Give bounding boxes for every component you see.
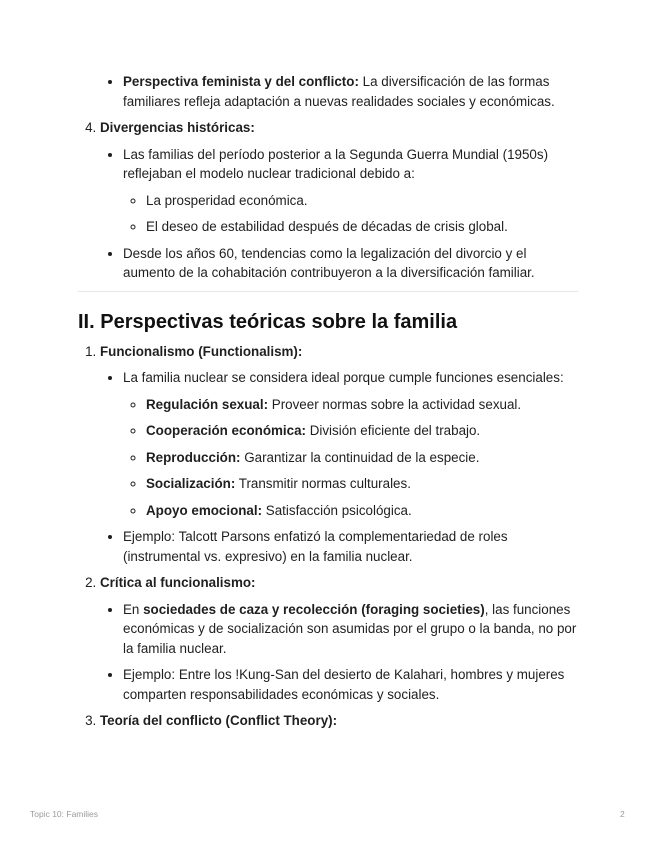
function-text: Garantizar la continuidad de la especie. [240,449,480,465]
sub-list-item: ◦ El deseo de estabilidad después de décadas de crisis global. [146,217,578,237]
function-label: Socialización: [146,476,236,491]
bullet-text: La diversificación de las formas familiares refleja adaptación a nuevas realidades sociales y económicas. [123,74,555,109]
bullet-text: Las familias del período posterior a la Segunda Guerra Mundial (1950s) reflejaban el modelo nuclear tradicional debido a: [123,146,549,181]
functions-list [123,395,578,521]
bullet-bold-term: sociedades de caza y recolección (foraging societies) [143,601,485,617]
list-item [123,368,578,520]
numbered-list-continued [78,118,578,283]
footer-topic: Topic 10: Families [30,809,99,819]
bullet-bold-label: Perspectiva feminista y del conflicto: [123,74,359,89]
list-item: • Desde los años 60, tendencias como la legalización del divorcio y el aumento de la cohabitación contribuyeron a la diversificación familiar. [123,244,578,283]
function-label: Cooperación económica: [146,423,306,438]
section-divider [78,291,578,292]
function-item [146,474,578,494]
numbered-list [78,342,578,731]
list-item-conflicto [100,711,578,731]
list-item: • Ejemplo: Entre los !Kung-San del desierto de Kalahari, hombres y mujeres comparten responsabilidades económicas y sociales. [123,665,578,704]
function-item [146,501,578,521]
list-item [123,72,578,111]
function-label: Regulación sexual: [146,396,269,412]
list-item-critica [100,573,578,704]
item-title: Teoría del conflicto (Conflict Theory): [100,713,338,728]
list-item-funcionalismo [100,342,578,567]
function-item [146,448,578,468]
function-text: Transmitir normas culturales. [235,476,411,491]
function-text: Proveer normas sobre la actividad sexual. [268,396,522,412]
function-text: Satisfacción psicológica. [262,502,412,518]
function-label: Apoyo emocional: [146,502,263,518]
bullet-text: La familia nuclear se considera ideal porque cumple funciones esenciales: [123,370,564,385]
sub-list-item: ◦ La prosperidad económica. [146,191,578,211]
bullet-text: En [123,601,144,617]
list-item-divergencias [100,118,578,283]
page-number: 2 [620,809,625,819]
function-text: División eficiente del trabajo. [305,423,481,438]
continued-bullet-list [78,72,578,111]
item-title: Divergencias históricas: [100,120,255,135]
bullet-list [100,368,578,566]
document-body [78,72,578,738]
list-item [123,600,578,659]
bullet-list [100,145,578,283]
function-label: Reproducción: [146,449,241,465]
list-item [123,145,578,237]
section-heading: II. Perspectivas teóricas sobre la familia [78,310,458,333]
bullet-text: , las funciones económicas y de socialización son asumidas por el grupo o la banda, no por la familia nuclear. [123,601,577,656]
function-item [146,395,578,415]
sub-bullet-list [123,191,578,237]
item-title: Funcionalismo (Functionalism): [100,343,303,359]
bullet-list [100,600,578,705]
function-item [146,421,578,441]
item-title: Crítica al funcionalismo: [100,575,256,590]
list-item: • Ejemplo: Talcott Parsons enfatizó la complementariedad de roles (instrumental vs. expresivo) en la familia nuclear. [123,527,578,566]
